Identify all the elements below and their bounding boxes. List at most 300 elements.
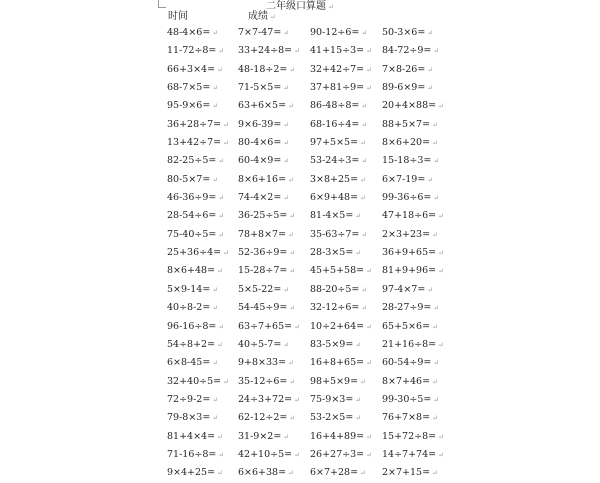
paragraph-mark-icon: ↵ — [289, 249, 296, 258]
problem-text: 5×5-22= — [238, 283, 282, 295]
problem-cell — [382, 430, 444, 444]
paragraph-mark-icon: ↵ — [212, 102, 219, 111]
problem-text: 89-6×9= — [382, 82, 426, 94]
paragraph-mark-icon: ↵ — [223, 249, 229, 258]
problem-row — [0, 428, 600, 446]
problem-text: 81+4×4= — [167, 430, 216, 442]
problem-text: 33+24÷8= — [238, 45, 293, 57]
problem-cell — [238, 283, 289, 297]
paragraph-mark-icon: ↵ — [366, 47, 372, 56]
score-label — [248, 11, 276, 23]
paragraph-mark-icon: ↵ — [289, 212, 296, 221]
paragraph-mark-icon: ↵ — [289, 377, 296, 386]
problem-text: 76+7×8= — [382, 412, 431, 424]
problem-text: 68-7×5= — [167, 82, 211, 94]
paragraph-mark-icon: ↵ — [432, 377, 438, 386]
paragraph-mark-icon: ↵ — [212, 414, 219, 423]
problem-cell — [167, 81, 218, 95]
problem-text: 40÷5-7= — [238, 338, 282, 350]
problem-row — [0, 134, 600, 152]
paragraph-mark-icon: ↵ — [288, 175, 294, 184]
paragraph-mark-icon: ↵ — [360, 377, 366, 386]
paragraph-mark-icon: ↵ — [438, 102, 444, 111]
problem-cell — [238, 118, 289, 132]
problem-cell — [382, 228, 438, 242]
paragraph-mark-icon: ↵ — [360, 175, 366, 184]
paragraph-mark-icon: ↵ — [427, 285, 434, 294]
problem-text: 32-12÷6= — [310, 302, 360, 314]
problem-cell — [238, 191, 289, 205]
problem-cell — [238, 63, 295, 77]
paragraph-mark-icon: ↵ — [217, 65, 223, 74]
paragraph-mark-icon: ↵ — [438, 212, 444, 221]
paragraph-mark-icon: ↵ — [328, 3, 334, 11]
problem-cell — [167, 301, 218, 315]
problem-text: 36-25÷5= — [238, 210, 288, 222]
problem-text: 6×7+28= — [310, 467, 359, 479]
problem-text: 26+27÷3= — [310, 448, 365, 460]
problem-text: 88-20÷5= — [310, 283, 360, 295]
paragraph-mark-icon: ↵ — [355, 414, 362, 423]
problem-text: 15+72÷8= — [382, 430, 437, 442]
problem-row — [0, 189, 600, 207]
problem-row — [0, 152, 600, 170]
problem-cell — [310, 283, 367, 297]
problem-cell — [167, 63, 223, 77]
paragraph-mark-icon: ↵ — [438, 340, 444, 349]
problem-cell — [382, 154, 439, 168]
problem-cell — [382, 63, 433, 77]
problem-cell — [382, 356, 439, 370]
paragraph-mark-icon: ↵ — [217, 469, 223, 478]
paragraph-mark-icon: ↵ — [360, 139, 366, 148]
problem-text: 72÷9-2= — [167, 393, 211, 405]
problem-cell — [382, 301, 439, 315]
paragraph-mark-icon: ↵ — [432, 120, 438, 129]
problem-cell — [310, 154, 367, 168]
problem-text: 9×6-39= — [238, 118, 282, 130]
paragraph-mark-icon: ↵ — [217, 432, 223, 441]
problem-text: 80-5×7= — [167, 173, 211, 185]
problem-cell — [238, 338, 289, 352]
paragraph-mark-icon: ↵ — [217, 340, 223, 349]
problem-text: 66+3×4= — [167, 63, 216, 75]
problem-cell — [238, 356, 294, 370]
paragraph-mark-icon: ↵ — [283, 432, 290, 441]
paragraph-mark-icon: ↵ — [355, 249, 362, 258]
problem-grid — [0, 24, 600, 483]
problem-row — [0, 391, 600, 409]
problem-cell — [167, 228, 224, 242]
paragraph-mark-icon: ↵ — [283, 139, 290, 148]
paragraph-mark-icon: ↵ — [432, 322, 438, 331]
problem-text: 54-45÷9= — [238, 302, 288, 314]
problem-text: 81-4×5= — [310, 210, 354, 222]
problem-text: 11-72÷8= — [167, 45, 217, 57]
paragraph-mark-icon: ↵ — [212, 84, 219, 93]
paragraph-mark-icon: ↵ — [427, 84, 434, 93]
problem-text: 2×7+15= — [382, 467, 431, 479]
problem-row — [0, 79, 600, 97]
paragraph-mark-icon: ↵ — [212, 359, 219, 368]
problem-text: 99-30÷5= — [382, 393, 432, 405]
problem-text: 8×6+48= — [167, 265, 216, 277]
problem-text: 75-40÷5= — [167, 228, 217, 240]
problem-cell — [382, 209, 444, 223]
problem-row — [0, 281, 600, 299]
problem-cell — [382, 26, 433, 40]
problem-text: 40÷8-2= — [167, 302, 211, 314]
problem-text: 46-36÷9= — [167, 192, 217, 204]
paragraph-mark-icon: ↵ — [438, 450, 444, 459]
problem-cell — [382, 411, 438, 425]
paragraph-mark-icon: ↵ — [355, 395, 362, 404]
paragraph-mark-icon: ↵ — [432, 139, 438, 148]
problem-text: 24÷3+72= — [238, 393, 293, 405]
problem-cell — [238, 81, 289, 95]
worksheet-title — [0, 1, 600, 13]
paragraph-mark-icon: ↵ — [361, 102, 368, 111]
problem-cell — [167, 99, 218, 113]
problem-text: 28-27÷9= — [382, 302, 432, 314]
paragraph-mark-icon: ↵ — [283, 285, 290, 294]
problem-row — [0, 97, 600, 115]
problem-cell — [382, 320, 438, 334]
problem-cell — [167, 411, 218, 425]
problem-row — [0, 244, 600, 262]
paragraph-mark-icon: ↵ — [218, 47, 225, 56]
problem-text: 9+8×33= — [238, 357, 287, 369]
problem-text: 13+42÷7= — [167, 137, 222, 149]
problem-cell — [382, 99, 444, 113]
problem-text: 71-16÷8= — [167, 448, 217, 460]
paragraph-mark-icon: ↵ — [218, 322, 225, 331]
paragraph-mark-icon: ↵ — [283, 340, 290, 349]
paragraph-mark-icon: ↵ — [223, 377, 229, 386]
problem-text: 7×8-26= — [382, 63, 426, 75]
problem-cell — [238, 44, 300, 58]
problem-cell — [167, 154, 224, 168]
problem-text: 8×6+20= — [382, 137, 431, 149]
problem-text: 62-12÷2= — [238, 412, 288, 424]
paragraph-mark-icon: ↵ — [438, 432, 444, 441]
problem-text: 96-16÷8= — [167, 320, 217, 332]
problem-cell — [310, 173, 366, 187]
problem-text: 75-9×3= — [310, 393, 354, 405]
problem-row — [0, 207, 600, 225]
paragraph-mark-icon: ↵ — [361, 157, 368, 166]
paragraph-mark-icon: ↵ — [212, 175, 219, 184]
paragraph-mark-icon: ↵ — [366, 359, 372, 368]
problem-row — [0, 171, 600, 189]
problem-text: 60-54÷9= — [382, 357, 432, 369]
paragraph-mark-icon: ↵ — [433, 359, 440, 368]
problem-text: 84-72÷9= — [382, 45, 432, 57]
problem-text: 35-63÷7= — [310, 228, 360, 240]
problem-cell — [167, 118, 229, 132]
problem-cell — [167, 136, 229, 150]
problem-row — [0, 318, 600, 336]
problem-row — [0, 24, 600, 42]
paragraph-mark-icon: ↵ — [366, 322, 372, 331]
paragraph-mark-icon: ↵ — [212, 285, 219, 294]
paragraph-mark-icon: ↵ — [438, 267, 444, 276]
problem-text: 5×9-14= — [167, 283, 211, 295]
problem-text: 28-3×5= — [310, 247, 354, 259]
paragraph-mark-icon: ↵ — [355, 212, 362, 221]
problem-text: 21+16÷8= — [382, 338, 437, 350]
problem-text: 20+4×88= — [382, 100, 437, 112]
problem-text: 9×4+25= — [167, 467, 216, 479]
paragraph-mark-icon: ↵ — [283, 84, 290, 93]
problem-row — [0, 116, 600, 134]
problem-cell — [310, 228, 367, 242]
problem-text: 78+8×7= — [238, 228, 287, 240]
paragraph-mark-icon: ↵ — [366, 267, 372, 276]
problem-cell — [167, 338, 223, 352]
problem-row — [0, 336, 600, 354]
problem-row — [0, 61, 600, 79]
problem-text: 15-28÷7= — [238, 265, 288, 277]
problem-cell — [310, 320, 372, 334]
worksheet-title-text: 二年级口算题 — [266, 1, 327, 12]
problem-cell — [238, 430, 289, 444]
problem-text: 2×3+23= — [382, 228, 431, 240]
problem-cell — [238, 411, 295, 425]
problem-cell — [310, 118, 367, 132]
paragraph-mark-icon: ↵ — [294, 47, 300, 56]
paragraph-mark-icon: ↵ — [283, 194, 290, 203]
problem-text: 10÷2+64= — [310, 320, 365, 332]
paragraph-mark-icon: ↵ — [270, 13, 276, 21]
time-label-text: 时间 — [168, 11, 188, 22]
problem-text: 31-9×2= — [238, 430, 282, 442]
paragraph-mark-icon: ↵ — [289, 65, 296, 74]
problem-text: 47+18÷6= — [382, 210, 437, 222]
problem-text: 99-36÷6= — [382, 192, 432, 204]
problem-cell — [238, 301, 295, 315]
paragraph-mark-icon: ↵ — [360, 469, 366, 478]
paragraph-mark-icon: ↵ — [361, 285, 368, 294]
problem-text: 6×7-19= — [382, 173, 426, 185]
problem-text: 36+28÷7= — [167, 118, 222, 130]
problem-cell — [238, 26, 289, 40]
problem-text: 97-4×7= — [382, 283, 426, 295]
paragraph-mark-icon: ↵ — [218, 212, 225, 221]
paragraph-mark-icon: ↵ — [427, 65, 434, 74]
paragraph-mark-icon: ↵ — [433, 157, 440, 166]
problem-text: 6×9+48= — [310, 192, 359, 204]
problem-text: 63+6×5= — [238, 100, 287, 112]
problem-text: 15-18÷3= — [382, 155, 432, 167]
paragraph-mark-icon: ↵ — [427, 175, 434, 184]
problem-cell — [310, 209, 361, 223]
problem-text: 65+5×6= — [382, 320, 431, 332]
problem-text: 95-9×6= — [167, 100, 211, 112]
problem-text: 41+15÷3= — [310, 45, 365, 57]
problem-text: 35-12÷6= — [238, 375, 288, 387]
problem-cell — [310, 26, 367, 40]
problem-cell — [382, 448, 444, 462]
problem-cell — [238, 154, 289, 168]
problem-cell — [382, 466, 438, 480]
problem-cell — [238, 264, 295, 278]
problem-text: 98+5×9= — [310, 375, 359, 387]
problem-cell — [310, 44, 372, 58]
problem-text: 54÷8+2= — [167, 338, 216, 350]
paragraph-mark-icon: ↵ — [288, 102, 294, 111]
paragraph-mark-icon: ↵ — [438, 249, 444, 258]
problem-row — [0, 446, 600, 464]
problem-text: 63÷7+65= — [238, 320, 293, 332]
problem-row — [0, 226, 600, 244]
problem-text: 90-12÷6= — [310, 27, 360, 38]
score-label-text: 成绩 — [248, 11, 268, 22]
paragraph-mark-icon: ↵ — [294, 395, 300, 404]
problem-text: 8×6+16= — [238, 173, 287, 185]
problem-text: 16+4+89= — [310, 430, 365, 442]
problem-text: 97+5×5= — [310, 137, 359, 149]
paragraph-mark-icon: ↵ — [218, 450, 225, 459]
problem-text: 6×8-45= — [167, 357, 211, 369]
problem-cell — [382, 136, 438, 150]
paragraph-mark-icon: ↵ — [366, 450, 372, 459]
problem-cell — [167, 375, 229, 389]
problem-cell — [238, 375, 295, 389]
problem-cell — [238, 466, 294, 480]
problem-text: 32+40÷5= — [167, 375, 222, 387]
problem-cell — [310, 301, 367, 315]
problem-cell — [167, 356, 218, 370]
problem-cell — [167, 448, 224, 462]
problem-cell — [382, 375, 438, 389]
problem-cell — [310, 99, 367, 113]
problem-text: 48-4×6= — [167, 27, 211, 38]
paragraph-mark-icon: ↵ — [433, 304, 440, 313]
paragraph-mark-icon: ↵ — [361, 29, 368, 37]
problem-cell — [382, 264, 444, 278]
problem-text: 7×7-47= — [238, 27, 282, 38]
problem-cell — [167, 173, 218, 187]
paragraph-mark-icon: ↵ — [432, 414, 438, 423]
paragraph-mark-icon: ↵ — [427, 29, 434, 37]
problem-text: 16+8+65= — [310, 357, 365, 369]
problem-row — [0, 42, 600, 60]
problem-text: 79-8×3= — [167, 412, 211, 424]
problem-text: 74-4×2= — [238, 192, 282, 204]
problem-cell — [167, 430, 223, 444]
problem-cell — [382, 173, 433, 187]
problem-cell — [310, 448, 372, 462]
problem-cell — [382, 81, 433, 95]
problem-row — [0, 299, 600, 317]
problem-cell — [382, 191, 439, 205]
problem-text: 83-5×9= — [310, 338, 354, 350]
problem-cell — [382, 338, 444, 352]
paragraph-mark-icon: ↵ — [212, 395, 219, 404]
paragraph-mark-icon: ↵ — [212, 304, 219, 313]
paragraph-mark-icon: ↵ — [283, 157, 290, 166]
paragraph-mark-icon: ↵ — [432, 469, 438, 478]
problem-cell — [238, 173, 294, 187]
problem-cell — [167, 209, 224, 223]
problem-cell — [167, 26, 218, 40]
problem-cell — [167, 320, 224, 334]
paragraph-mark-icon: ↵ — [432, 230, 438, 239]
problem-text: 45+5+58= — [310, 265, 365, 277]
problem-row — [0, 354, 600, 372]
problem-cell — [238, 228, 294, 242]
paragraph-mark-icon: ↵ — [355, 340, 362, 349]
problem-cell — [310, 338, 361, 352]
problem-text: 82-25÷5= — [167, 155, 217, 167]
paragraph-mark-icon: ↵ — [283, 29, 290, 37]
paragraph-mark-icon: ↵ — [361, 120, 368, 129]
paragraph-mark-icon: ↵ — [288, 230, 294, 239]
problem-cell — [238, 320, 300, 334]
problem-text: 37+81÷9= — [310, 82, 365, 94]
problem-cell — [382, 44, 439, 58]
paragraph-mark-icon: ↵ — [433, 395, 440, 404]
paragraph-mark-icon: ↵ — [289, 414, 296, 423]
problem-cell — [310, 81, 372, 95]
problem-text: 53-2×5= — [310, 412, 354, 424]
time-label — [168, 11, 188, 23]
problem-text: 60-4×9= — [238, 155, 282, 167]
problem-cell — [382, 283, 433, 297]
problem-row — [0, 464, 600, 482]
problem-cell — [167, 44, 224, 58]
paragraph-mark-icon: ↵ — [366, 65, 372, 74]
paragraph-mark-icon: ↵ — [218, 157, 225, 166]
problem-cell — [238, 448, 300, 462]
problem-text: 8×7+46= — [382, 375, 431, 387]
paragraph-mark-icon: ↵ — [223, 120, 229, 129]
paragraph-mark-icon: ↵ — [288, 359, 294, 368]
paragraph-mark-icon: ↵ — [360, 194, 366, 203]
problem-cell — [167, 246, 229, 260]
problem-text: 6×6+38= — [238, 467, 287, 479]
problem-text: 25+36÷4= — [167, 247, 222, 259]
problem-cell — [167, 466, 223, 480]
paragraph-mark-icon: ↵ — [433, 47, 440, 56]
problem-cell — [310, 63, 372, 77]
problem-cell — [310, 264, 372, 278]
problem-cell — [382, 246, 444, 260]
problem-cell — [310, 191, 366, 205]
problem-cell — [167, 191, 224, 205]
problem-cell — [238, 99, 294, 113]
problem-text: 81+9+96= — [382, 265, 437, 277]
paragraph-mark-icon: ↵ — [283, 120, 290, 129]
problem-row — [0, 262, 600, 280]
problem-cell — [310, 411, 361, 425]
paragraph-mark-icon: ↵ — [289, 304, 296, 313]
problem-text: 52-36÷9= — [238, 247, 288, 259]
problem-row — [0, 409, 600, 427]
paragraph-mark-icon: ↵ — [361, 230, 368, 239]
problem-text: 42+10÷5= — [238, 448, 293, 460]
problem-cell — [310, 246, 361, 260]
problem-text: 71-5×5= — [238, 82, 282, 94]
problem-text: 32+42÷7= — [310, 63, 365, 75]
paragraph-mark-icon: ↵ — [433, 194, 440, 203]
problem-cell — [310, 356, 372, 370]
problem-text: 68-16÷4= — [310, 118, 360, 130]
paragraph-mark-icon: ↵ — [366, 432, 372, 441]
paragraph-mark-icon: ↵ — [217, 267, 223, 276]
problem-text: 50-3×6= — [382, 27, 426, 38]
